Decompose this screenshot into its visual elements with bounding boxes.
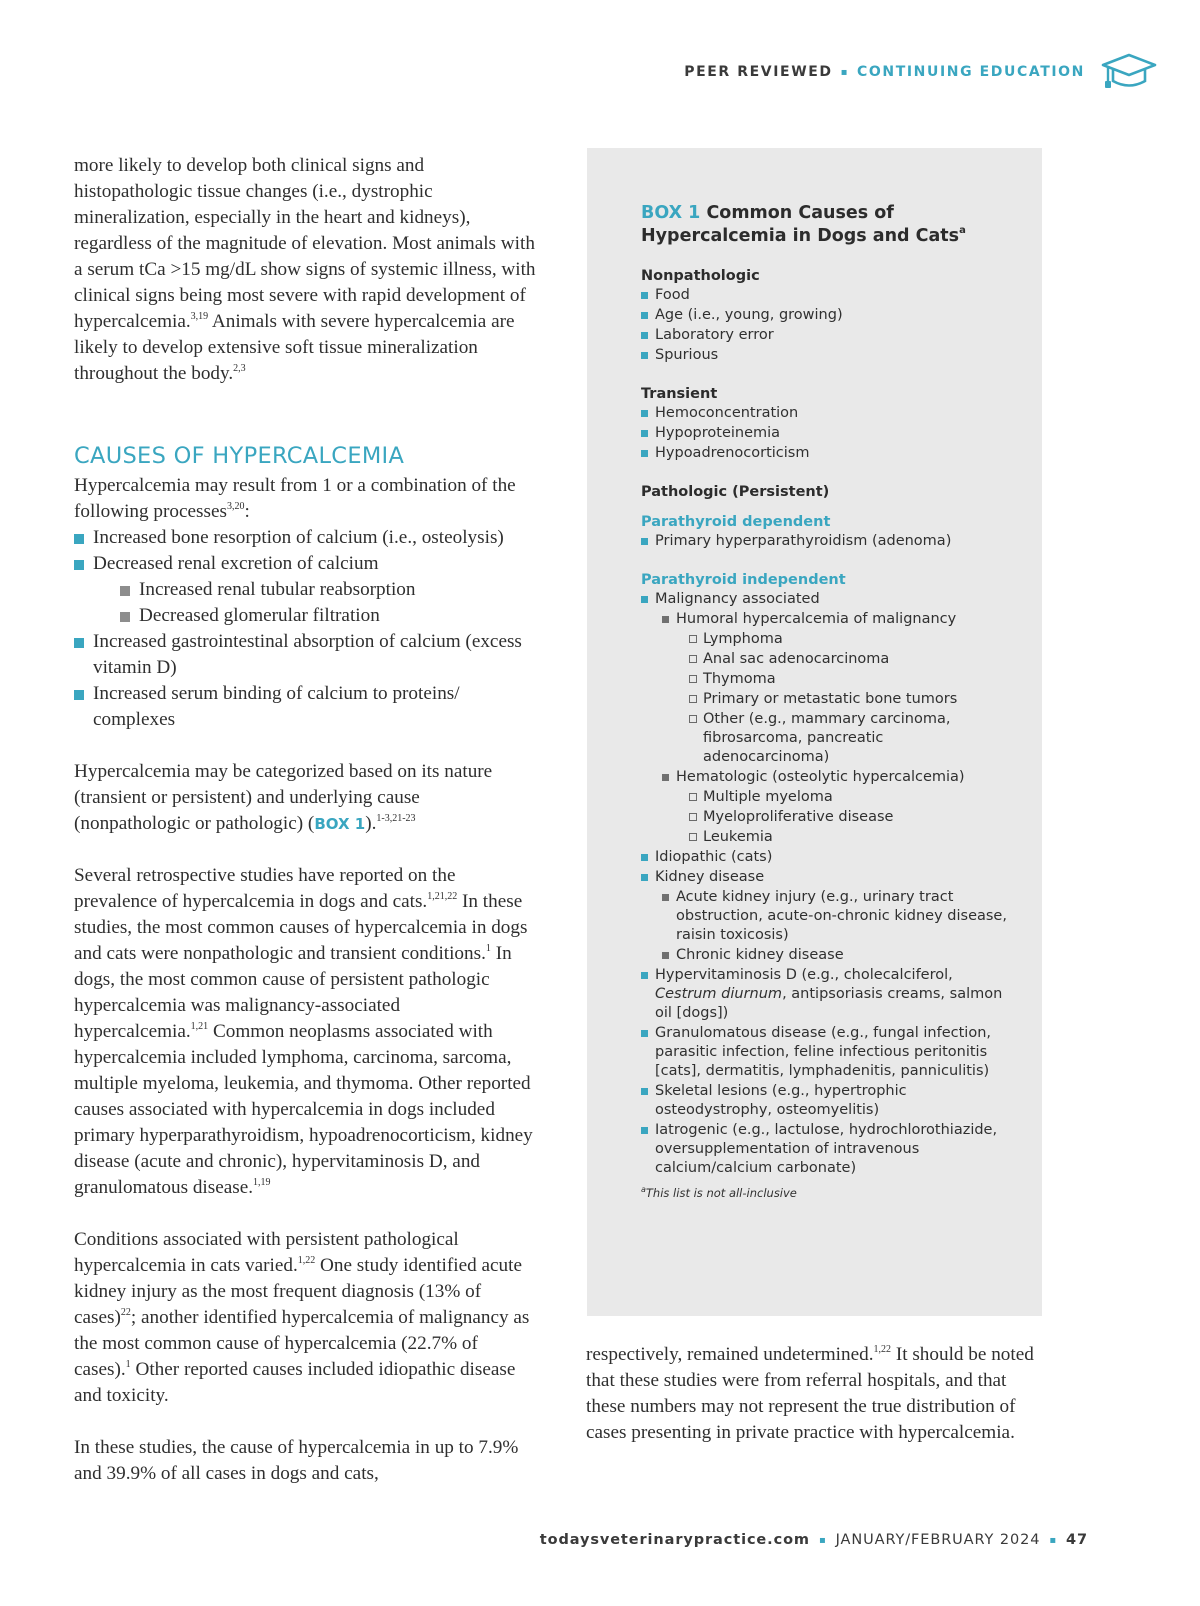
list-item: Increased gastrointestinal absorption of calcium (excess vitamin D) (74, 629, 536, 681)
list-item: Leukemia (641, 828, 1011, 847)
list-item: Kidney disease (641, 868, 1011, 887)
list-item: Chronic kidney disease (641, 946, 1011, 965)
running-footer (540, 1532, 1088, 1548)
right-column (586, 1342, 1036, 1446)
list-item: Increased bone resorption of calcium (i.e., osteolysis) (74, 525, 536, 551)
left-column (74, 153, 536, 1487)
list-item: Malignancy associated (641, 590, 1011, 609)
running-header (684, 64, 1085, 80)
list-item: Granulomatous disease (e.g., fungal infection, parasitic infection, feline infectious peritonitis [cats], dermatitis, lymphadenitis, panniculitis) (641, 1024, 1011, 1081)
paragraph-cats: Conditions associated with persistent pathological hypercalcemia in cats varied.$^{1,22}$ One study identified acute kidney injury as the most frequent diagnosis (13% of cases)$^{22}$; another identified hypercalcemia of malignancy as the most common cause of hypercalcemia (22.7% of cases).$^1$ Other reported causes included idiopathic disease and toxicity. (74, 1229, 530, 1406)
list-item: Acute kidney injury (e.g., urinary tract obstruction, acute-on-chronic kidney disease, raisin toxicosis) (641, 888, 1011, 945)
list-item: Lymphoma (641, 630, 1011, 649)
box-1-reference[interactable]: BOX 1 (314, 815, 366, 833)
list-item: Laboratory error (641, 326, 1011, 345)
list-item: Humoral hypercalcemia of malignancy (641, 610, 1011, 629)
paragraph-intro: more likely to develop both clinical signs and histopathologic tissue changes (i.e., dystrophic mineralization, especially in the heart and kidneys), regardless of the magnitude of elevation. Most animals with a serum tCa >15 mg/dL show signs of systemic illness, with clinical signs being most severe with rapid development of hypercalcemia.$^{3,19}$ Animals with severe hypercalcemia are likely to develop extensive soft tissue mineralization throughout the body.$^{2,3}$ (74, 155, 536, 384)
footer-separator: ▪ (818, 1534, 827, 1546)
list-item: Hypoadrenocorticism (641, 444, 1011, 463)
list-item: Primary or metastatic bone tumors (641, 690, 1011, 709)
list-item: Hematologic (osteolytic hypercalcemia) (641, 768, 1011, 787)
list-item: Hypervitaminosis D (e.g., cholecalciferol, Cestrum diurnum, antipsoriasis creams, salmon oil [dogs]) (641, 966, 1011, 1023)
header-continuing-education: CONTINUING EDUCATION (857, 64, 1085, 80)
list-item: Food (641, 286, 1011, 305)
list-item: Other (e.g., mammary carcinoma, fibrosarcoma, pancreatic adenocarcinoma) (641, 710, 1011, 767)
list-item: Hemoconcentration (641, 404, 1011, 423)
page-number: 47 (1066, 1532, 1088, 1548)
parathyroid-independent-list (641, 590, 1011, 1178)
group-heading-pathologic: Pathologic (Persistent) (641, 484, 830, 500)
subgroup-heading-parathyroid-independent: Parathyroid independent (641, 572, 846, 588)
list-item: Idiopathic (cats) (641, 848, 1011, 867)
footer-site-link[interactable]: todaysveterinarypractice.com (539, 1532, 810, 1548)
transient-list (641, 404, 1011, 463)
box-1-sidebar (587, 148, 1042, 1316)
group-heading-nonpathologic: Nonpathologic (641, 268, 760, 284)
paragraph-studies: Several retrospective studies have reported on the prevalence of hypercalcemia in dogs and cats.$^{1,21,22}$ In these studies, the most common causes of hypercalcemia in dogs and cats were nonpathologic and transient conditions.$^1$ In dogs, the most common cause of persistent pathologic hypercalcemia was malignancy-associated hypercalcemia.$^{1,21}$ Common neoplasms associated with hypercalcemia included lymphoma, carcinoma, sarcoma, multiple myeloma, leukemia, and thymoma. Other reported causes associated with hypercalcemia in dogs included primary hyperparathyroidism, hypoadrenocorticism, kidney disease (acute and chronic), hypervitaminosis D, and granulomatous disease.$^{1,19}$ (74, 865, 533, 1198)
footer-issue: JANUARY/FEBRUARY 2024 (835, 1532, 1041, 1548)
list-item: Multiple myeloma (641, 788, 1011, 807)
list-item: Myeloproliferative disease (641, 808, 1011, 827)
paragraph-categories: Hypercalcemia may be categorized based on its nature (transient or persistent) and underlying cause (nonpathologic or pathologic) (BOX 1).$^{1-3,21-23}$ (74, 761, 493, 834)
box-title: BOX 1 Common Causes of Hypercalcemia in Dogs and Cats$^a$ (641, 203, 966, 246)
list-item: Anal sac adenocarcinoma (641, 650, 1011, 669)
list-item: Primary hyperparathyroidism (adenoma) (641, 532, 1011, 551)
list-item: Hypoproteinemia (641, 424, 1011, 443)
paragraph-processes: Hypercalcemia may result from 1 or a combination of the following processes$^{3,20}$: (74, 475, 516, 522)
process-list (74, 525, 536, 733)
section-title: CAUSES OF HYPERCALCEMIA (74, 443, 405, 469)
group-heading-transient: Transient (641, 386, 718, 402)
paragraph-referral: respectively, remained undetermined.$^{1,22}$ It should be noted that these studies were from referral hospitals, and that these numbers may not represent the true distribution of cases presenting in private practice with hypercalcemia. (586, 1344, 1034, 1443)
subgroup-heading-parathyroid-dependent: Parathyroid dependent (641, 514, 831, 530)
parathyroid-dependent-list (641, 532, 1011, 551)
graduation-cap-icon (1100, 52, 1158, 92)
box-footnote: $^a$This list is not all-inclusive (641, 1185, 797, 1200)
list-item: Age (i.e., young, growing) (641, 306, 1011, 325)
list-item: Decreased renal excretion of calcium (74, 551, 536, 577)
header-separator: ▪ (840, 66, 850, 78)
footer-separator: ▪ (1049, 1534, 1058, 1546)
list-item: Decreased glomerular filtration (74, 603, 536, 629)
list-item: Spurious (641, 346, 1011, 365)
paragraph-undetermined: In these studies, the cause of hypercalcemia in up to 7.9% and 39.9% of all cases in dogs and cats, (74, 1437, 519, 1484)
list-item: Skeletal lesions (e.g., hypertrophic osteodystrophy, osteomyelitis) (641, 1082, 1011, 1120)
list-item: Iatrogenic (e.g., lactulose, hydrochlorothiazide, oversupplementation of intravenous calcium/calcium carbonate) (641, 1121, 1011, 1178)
header-peer-reviewed: PEER REVIEWED (684, 64, 833, 80)
list-item: Increased serum binding of calcium to proteins/ complexes (74, 681, 536, 733)
nonpathologic-list (641, 286, 1011, 365)
list-item: Thymoma (641, 670, 1011, 689)
list-item: Increased renal tubular reabsorption (74, 577, 536, 603)
